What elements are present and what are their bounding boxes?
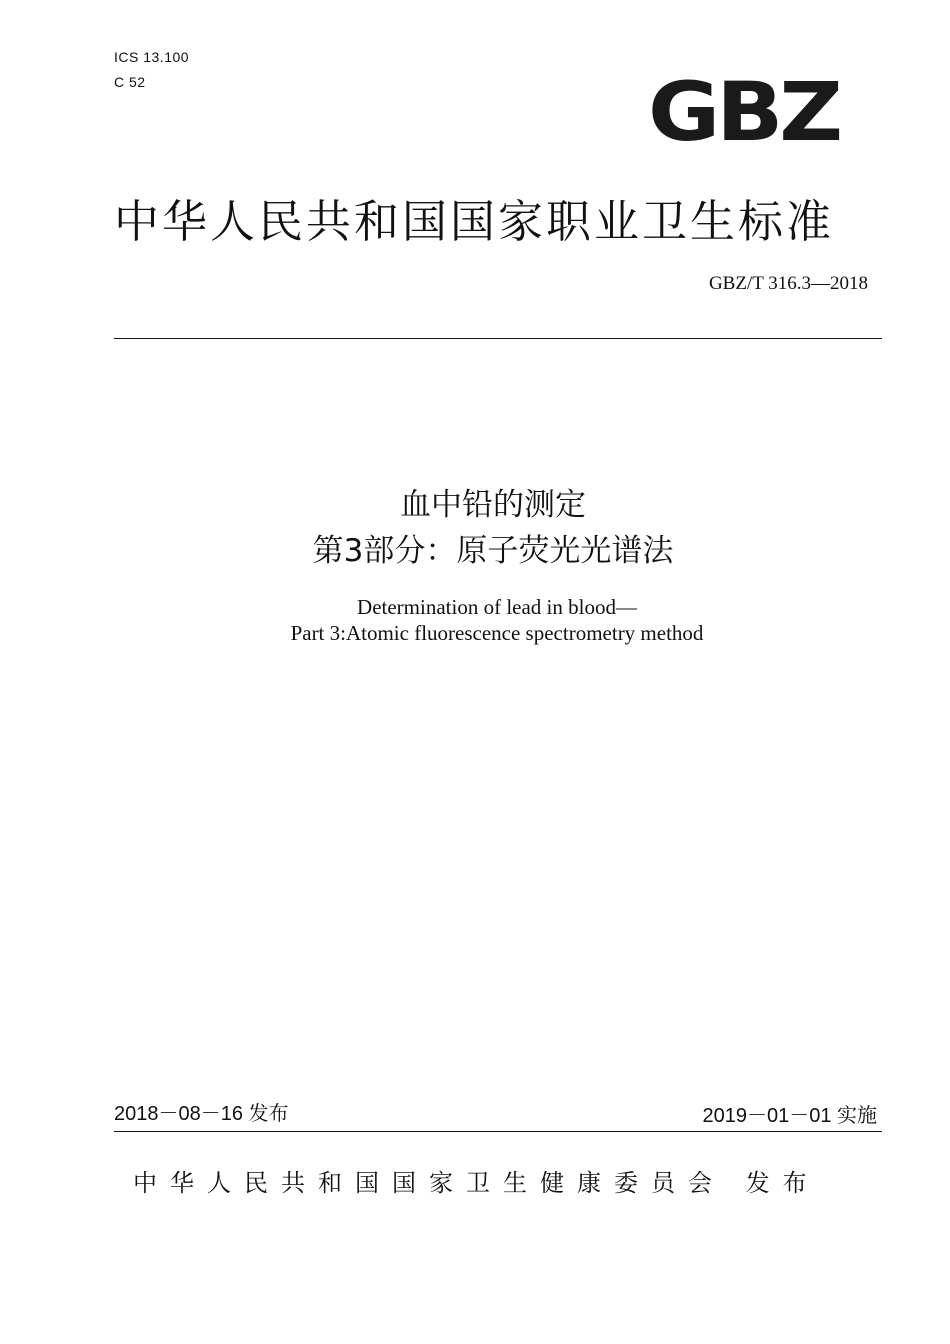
- ics-code: ICS 13.100: [114, 49, 190, 65]
- issue-date: 2018－08－16 发布: [114, 1103, 289, 1125]
- publisher: 中华人民共和国国家卫生健康委员会 发布: [133, 1169, 820, 1197]
- gbz-logo: GBZ: [648, 64, 840, 160]
- title-en-line2: Part 3:Atomic fluorescence spectrometry method: [290, 621, 704, 645]
- title-cn-line2: 第3部分：原子荧光光谱法: [312, 533, 674, 569]
- title-en-line1: Determination of lead in blood—: [357, 595, 637, 619]
- implementation-date: 2019－01－01 实施: [702, 1105, 877, 1127]
- title-cn-line1: 血中铅的测定: [400, 487, 586, 523]
- standard-number: GBZ/T 316.3—2018: [708, 273, 868, 294]
- standard-type-title: 中华人民共和国国家职业卫生标准: [114, 195, 835, 248]
- ccs-code: C 52: [114, 74, 146, 90]
- bottom-divider: [114, 1131, 882, 1132]
- top-divider: [114, 338, 882, 339]
